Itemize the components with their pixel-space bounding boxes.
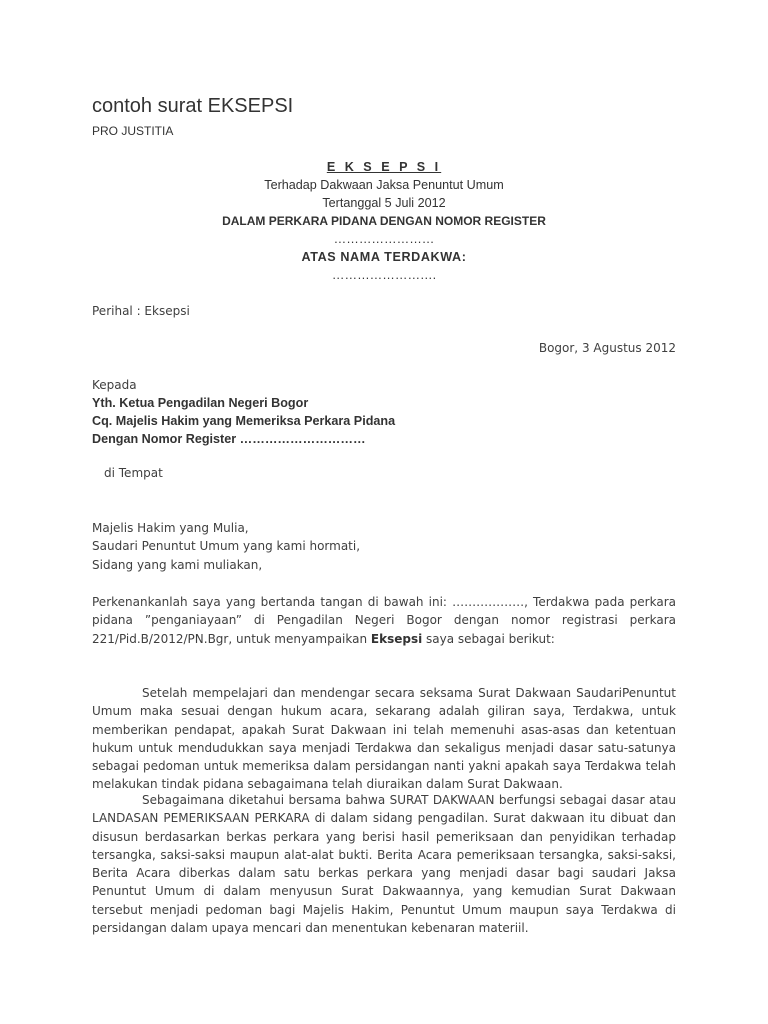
document-title: contoh surat EKSEPSI [92, 95, 294, 117]
document-subtitle: PRO JUSTITIA [92, 124, 174, 138]
header-line-2: Tertanggal 5 Juli 2012 [322, 196, 446, 210]
intro-text-1: Perkenankanlah saya yang bertanda tangan di bawah ini: ………………, Terdakwa pada perkara pidana ”penganiayaan” di Pengadilan Negeri Bogor dengan nomor registrasi perkara 221/Pid.B/2012/PN.Bgr, untuk menyampaikan [92, 595, 676, 646]
intro-bold-eksepsi: Eksepsi [370, 631, 423, 646]
di-tempat: di Tempat [104, 466, 163, 480]
recipient-block [92, 376, 395, 448]
header-line-5: ATAS NAMA TERDAKWA: [301, 250, 467, 264]
body-paragraph-1: Setelah mempelajari dan mendengar secara seksama Surat Dakwaan SaudariPenuntut Umum maka sesuai dengan hukum acara, sekarang adalah giliran saya, Terdakwa, untuk memberikan pendapat, apakah Surat Dakwaan ini telah memenuhi asas-asas dan ketentuan hukum untuk mendudukkan saya menjadi Terdakwa dan sekaligus menjadi dasar satu-satunya sebagai pedoman untuk memeriksa dalam persidangan nanti yakni apakah saya Terdakwa telah melakukan tindak pidana sebagaimana telah diuraikan dalam Surat Dakwaan. [92, 686, 676, 792]
recipient-line-2: Cq. Majelis Hakim yang Memeriksa Perkara Pidana [92, 414, 396, 428]
header-line-4: …………………… [333, 232, 435, 246]
place-date: Bogor, 3 Agustus 2012 [538, 341, 676, 355]
eksepsi-heading: E K S E P S I [326, 160, 442, 174]
greeting-line-2: Saudari Penuntut Umum yang kami hormati, [92, 539, 361, 554]
intro-text-2: saya sebagai berikut: [422, 631, 555, 646]
intro-paragraph [92, 593, 676, 648]
body-paragraph-2: Sebagaimana diketahui bersama bahwa SURAT DAKWAAN berfungsi sebagai dasar atau LANDASAN PEMERIKSAAN PERKARA di dalam sidang pengadilan. Surat dakwaan itu dibuat dan disusun berdasarkan berkas perkara yang berisi hasil pemeriksaan dan penyidikan terhadap tersangka, saksi-saksi maupun alat-alat bukti. Berita Acara pemeriksaan tersangka, saksi-saksi, Berita Acara diberkas dalam satu berkas perkara yang menjadi dasar bagi saudari Jaksa Penuntut Umum di dalam menyusun Surat Dakwaannya, yang kemudian Surat Dakwaan tersebut menjadi pedoman bagi Majelis Hakim, Penuntut Umum maupun saya Terdakwa di persidangan dalam upaya mencari dan menentukan kebenaran materiil. [92, 793, 676, 936]
header-line-6: ……………………. [331, 268, 437, 282]
recipient-label: Kepada [92, 378, 137, 392]
eksepsi-header [92, 158, 676, 284]
recipient-line-3: Dengan Nomor Register ………………………… [92, 432, 366, 446]
header-line-3: DALAM PERKARA PIDANA DENGAN NOMOR REGISTER [222, 214, 546, 228]
header-line-1: Terhadap Dakwaan Jaksa Penuntut Umum [264, 178, 504, 192]
greeting-line-3: Sidang yang kami muliakan, [92, 557, 263, 572]
greetings-block [92, 519, 360, 574]
perihal-line: Perihal : Eksepsi [92, 304, 190, 318]
greeting-line-1: Majelis Hakim yang Mulia, [92, 521, 249, 535]
recipient-line-1: Yth. Ketua Pengadilan Negeri Bogor [92, 396, 309, 410]
